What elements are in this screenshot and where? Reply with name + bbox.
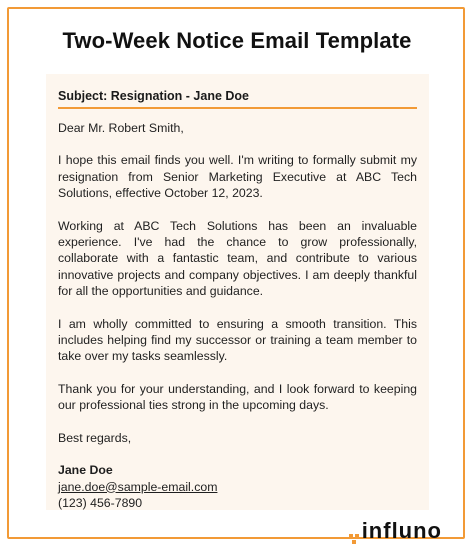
subject-divider [58, 107, 417, 109]
email-closing: Best regards, [58, 430, 132, 445]
brand-mark-icon [349, 525, 360, 536]
email-paragraph-1: I hope this email finds you well. I'm writing to formally submit my resignation from Senior Marketing Executive at ABC Tech Solutions, effective October 12, 2023. [58, 153, 417, 201]
signature-phone: (123) 456-7890 [58, 495, 143, 510]
brand-logo [349, 518, 442, 544]
email-paragraph-3: I am wholly committed to ensuring a smooth transition. This includes helping find my successor or training a team member to take over my tasks seamlessly. [58, 316, 417, 364]
email-subject: Subject: Resignation - Jane Doe [58, 89, 250, 103]
signature-email-link[interactable]: jane.doe@sample-email.com [58, 479, 218, 494]
email-card [46, 74, 429, 510]
brand-name: influno [361, 518, 442, 543]
page-title: Two-Week Notice Email Template [62, 28, 412, 53]
email-paragraph-2: Working at ABC Tech Solutions has been an invaluable experience. I've had the chance to grow professionally, collaborate with a fantastic team, and contribute to various innovative projects and company objectives. I am deeply thankful for all the opportunities and guidance. [58, 218, 417, 299]
email-body [58, 120, 417, 511]
email-signature [58, 462, 417, 511]
email-paragraph-4: Thank you for your understanding, and I look forward to keeping our professional ties strong in the upcoming days. [58, 381, 417, 413]
signature-name: Jane Doe [58, 463, 113, 478]
email-greeting: Dear Mr. Robert Smith, [58, 121, 184, 135]
